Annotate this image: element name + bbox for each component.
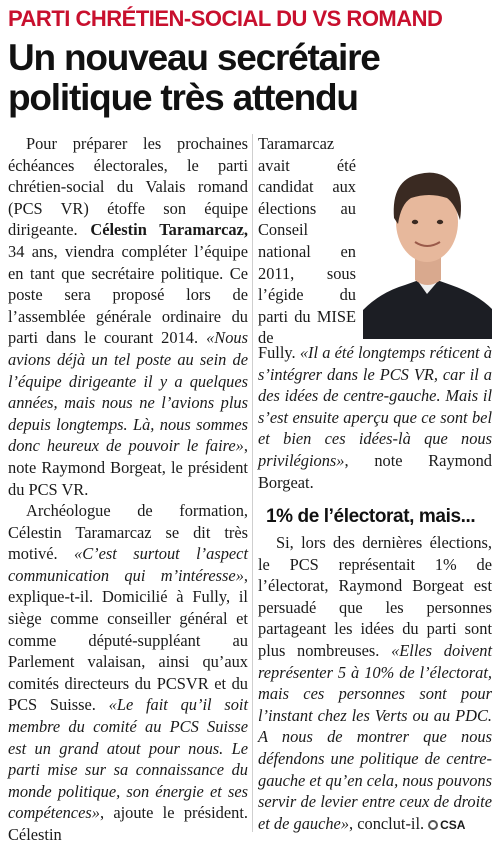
p3-text-a: Si, lors des dernières élections, le PCS représentait 1% de l’électorat, Raymond Borgeat est persuadé que les personnes partageant les idées du parti sont plus nombreuses. xyxy=(258,533,492,660)
p3-text-b: , conclut-il. xyxy=(349,813,425,833)
p3-quote: «Elles doivent représenter 5 à 10% de l’électorat, mais ces personnes sont pour l’instant chez les Verts ou au PDC. A nous de montrer que nous défendons une politique de centre-gauche et qu’en cela, nous pouvons servir de levier entre ceux de droite et de gauche» xyxy=(258,640,492,833)
article-column-2-middle xyxy=(258,342,492,493)
headline: Un nouveau secrétaire politique très attendu xyxy=(8,37,380,118)
p2-text-a: Archéologue de formation, Célestin Taramarcaz se dit très motivé. xyxy=(8,501,248,564)
portrait-photo xyxy=(363,134,492,339)
p2-text-c: , ajoute le président. Célestin xyxy=(8,803,248,844)
p1-text-a: Pour préparer les prochaines échéances électorales, le parti chrétien-social du Valais romand (PCS VR) étoffe son équipe dirigeante. xyxy=(8,134,248,240)
col2-mid-text-b: , note Raymond Borgeat. xyxy=(258,450,492,492)
article-column-2-top xyxy=(258,133,356,349)
p1-quote: «Nous avions déjà un tel poste au sein de l’équipe dirigeante il y a quelques années, mais nous ne l’avions plus depuis longtemps. Là, nous sommes donc heureux de pouvoir le faire» xyxy=(8,328,248,456)
article-column-2-bottom xyxy=(258,532,492,836)
col2-mid-quote: «Il a été longtemps réticent à s’intégrer dans le PCS VR, car il a des idées de centre-gauche. Mais il s’est ensuite aperçu que ce sont bel et bien ces idées-là que nous privilégions» xyxy=(258,343,492,470)
paragraph-2 xyxy=(8,500,248,846)
article-column-1 xyxy=(8,133,248,846)
p1-text-b: 34 ans, viendra compléter l’équipe en tant que secrétaire politique. Ce poste sera proposé lors de l’assemblée générale ordinaire du parti dans le courant 2014. xyxy=(8,241,248,348)
paragraph-1 xyxy=(8,133,248,500)
p2-text-b: , explique-t-il. Domicilié à Fully, il siège comme conseiller général et comme député-suppléant au Parlement valaisan, ainsi qu’aux comités directeurs du PCSVR et du PCS Suisse. xyxy=(8,565,248,715)
p1-text-c: , note Raymond Borgeat, le président du PCS VR. xyxy=(8,436,248,499)
person-name: Célestin Taramarcaz, xyxy=(90,220,248,240)
portrait-photo-icon xyxy=(363,134,492,339)
col2-top-text: Taramarcaz avait été candidat aux élections au Conseil national en 2011, sous l’égide du parti du MISE de xyxy=(258,134,356,348)
p2-quote-2: «Le fait qu’il soit membre du comité au PCS Suisse est un grand atout pour nous. Le parti mise sur sa connaissance du monde politique, son énergie et ses compétences» xyxy=(8,695,249,823)
paragraph-3 xyxy=(258,532,492,836)
column-divider xyxy=(252,134,253,832)
col2-mid-text-a: Fully. xyxy=(258,343,300,362)
p2-quote-1: «C’est surtout l’aspect communication qui m’intéresse» xyxy=(8,544,249,585)
signature-dot-icon xyxy=(428,820,438,830)
paragraph-2-continued xyxy=(258,342,492,493)
subheading: 1% de l’électorat, mais... xyxy=(266,506,476,527)
kicker: PARTI CHRÉTIEN-SOCIAL DU VS ROMAND xyxy=(8,6,443,31)
author-signature: CSA xyxy=(440,817,466,832)
